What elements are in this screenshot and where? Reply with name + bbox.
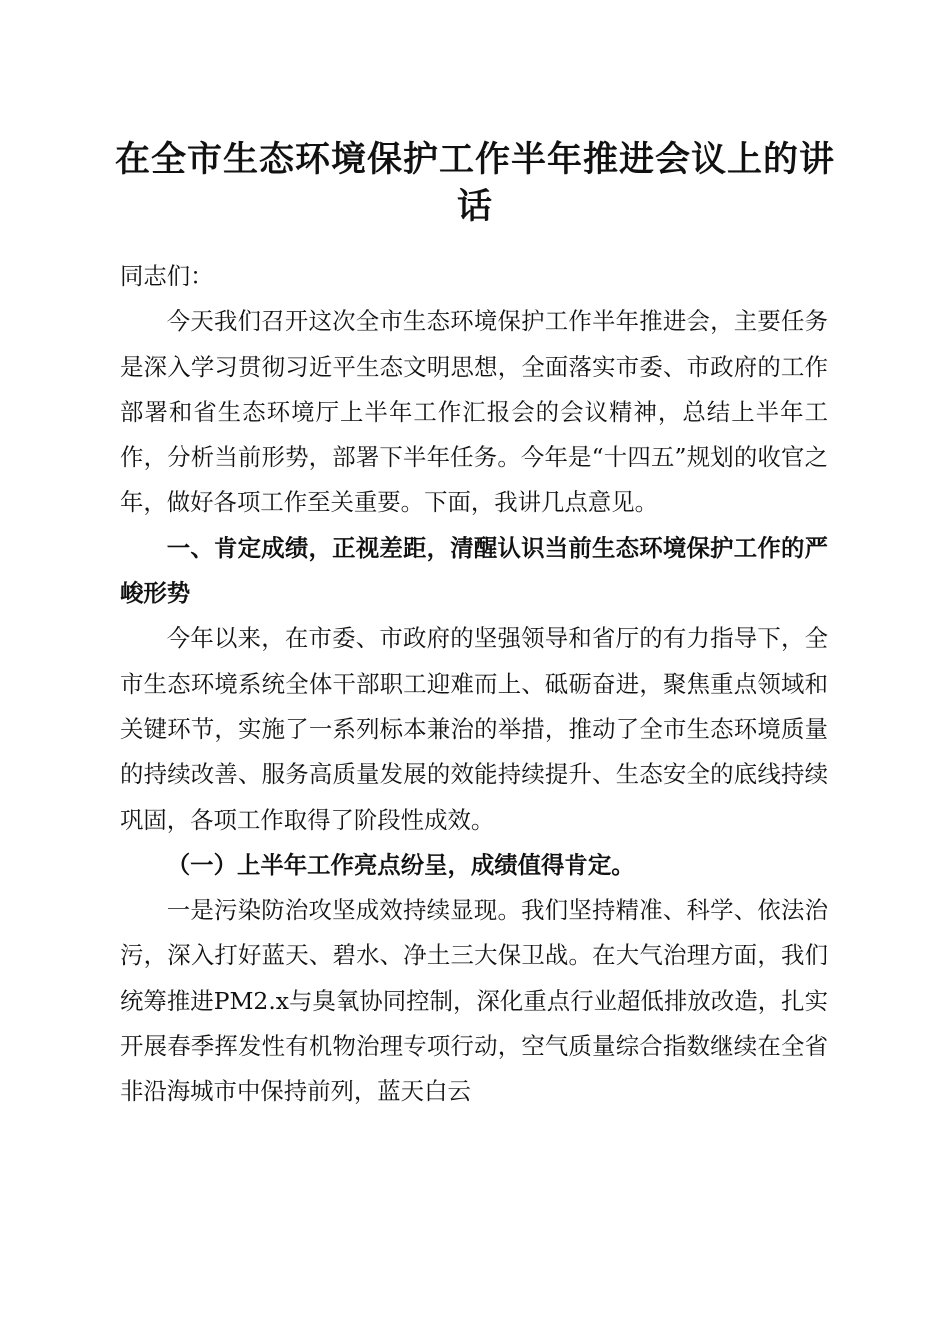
document-body — [120, 254, 828, 1115]
document-title: 在全市生态环境保护工作半年推进会议上的讲话 — [114, 139, 835, 227]
subsection-heading-1: （一）上半年工作亮点纷呈，成绩值得肯定。 — [166, 850, 635, 879]
section-heading-1: 一、肯定成绩，正视差距，清醒认识当前生态环境保护工作的严峻形势 — [120, 533, 828, 608]
intro-paragraph: 今天我们召开这次全市生态环境保护工作半年推进会，主要任务是深入学习贯彻习近平生态文明思想，全面落实市委、市政府的工作部署和省生态环境厅上半年工作汇报会的会议精神，总结上半年工作，分析当前形势，部署下半年任务。今年是“十四五”规划的收官之年，做好各项工作至关重要。下面，我讲几点意见。 — [120, 307, 828, 517]
point-1-paragraph: 一是污染防治攻坚成效持续显现。我们坚持精准、科学、依法治污，深入打好蓝天、碧水、净土三大保卫战。在大气治理方面，我们统筹推进PM2.x与臭氧协同控制，深化重点行业超低排放改造，扎实开展春季挥发性有机物治理专项行动，空气质量综合指数继续在全省非沿海城市中保持前列，蓝天白云 — [120, 896, 828, 1106]
section-1-paragraph: 今年以来，在市委、市政府的坚强领导和省厅的有力指导下，全市生态环境系统全体干部职工迎难而上、砥砺奋进，聚焦重点领域和关键环节，实施了一系列标本兼治的举措，推动了全市生态环境质量的持续改善、服务高质量发展的效能持续提升、生态安全的底线持续巩固，各项工作取得了阶段性成效。 — [120, 624, 828, 834]
salutation: 同志们： — [120, 262, 214, 290]
